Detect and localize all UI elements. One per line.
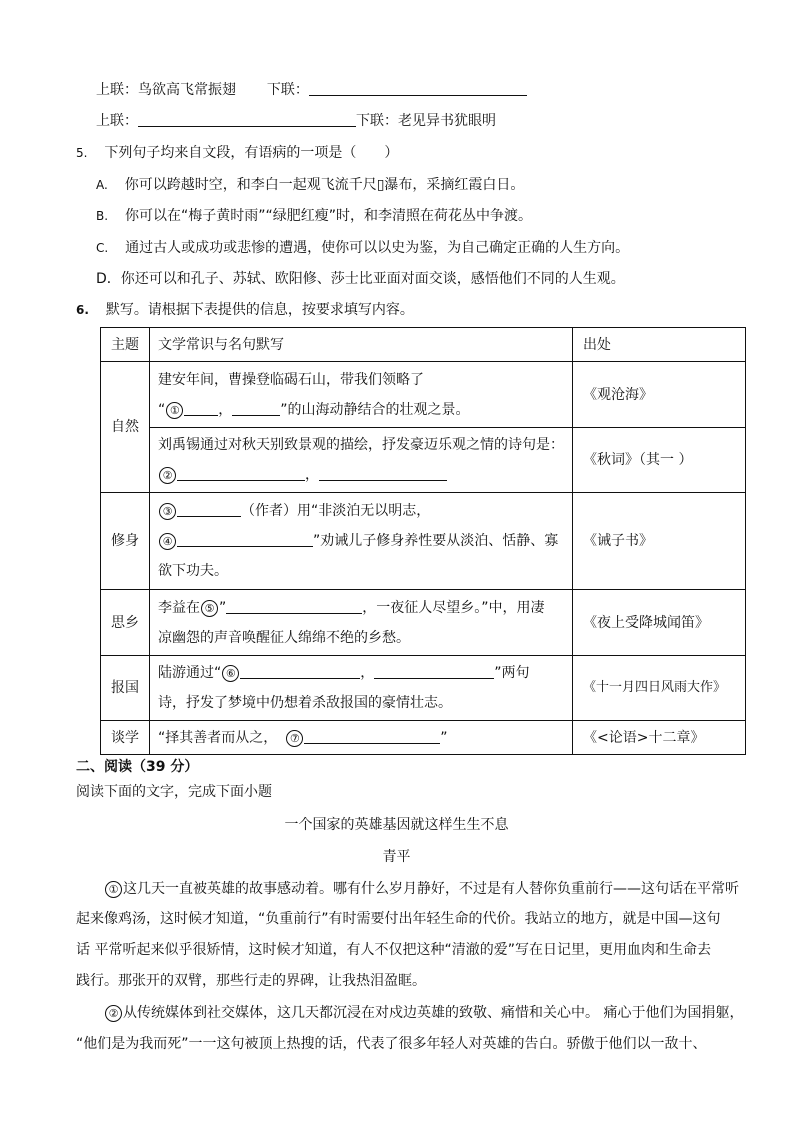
- content-line: [158, 593, 564, 623]
- q5-option-a[interactable]: [96, 175, 524, 195]
- paragraph-text: 这几天一直被英雄的故事感动着。哪有什么岁月静好，不过是有人替你负重前行——这句话在平常听: [123, 881, 739, 897]
- article-author: 青平: [382, 849, 411, 865]
- section-heading: 二、阅读（39 分）: [76, 759, 199, 775]
- topic-learning: 谈学: [101, 721, 150, 755]
- paragraph-1-line-4: 践行。那张开的双臂，那些行走的界碑，让我热泪盈眶。: [76, 973, 426, 989]
- source-cell: 《十一月四日风雨大作》: [573, 656, 746, 721]
- option-letter: C.: [96, 241, 109, 255]
- blank-number-7: ⑦: [286, 730, 303, 747]
- blank-number-2: ②: [159, 467, 176, 484]
- q5-stem-text: 下列句子均来自文段，有语病的一项是（ ）: [104, 145, 399, 161]
- q5-number: 5.: [76, 146, 88, 160]
- content-cell: [150, 362, 573, 428]
- source-cell: 《夜上受降城闻笛》: [573, 590, 746, 656]
- paragraph-1-line-3: 话 平常听起来似乎很矫情，这时候才知道，有人不仅把这种“清澈的爱”写在日记里，更用血肉和生命去: [76, 942, 711, 958]
- content-cell: [150, 493, 573, 590]
- paragraph-1-line-2: 起来像鸡汤，这时候才知道，“负重前行”有时需要付出年轻生命的代价。我站立的地方，就是中国—这句: [76, 911, 721, 927]
- content-head: “择其善者而从之，: [158, 729, 278, 746]
- couplet-line-2: [96, 111, 496, 131]
- content-line: 诗，抒发了梦境中仍想着杀敌报国的豪情壮志。: [158, 695, 452, 711]
- content-line: [158, 496, 564, 526]
- table-header-row: [101, 328, 746, 362]
- content-cell: [150, 428, 573, 493]
- paragraph-number-1: ①: [105, 881, 122, 898]
- paragraph-2-line-2: “他们是为我而死”一一这句被顶上热搜的话，代表了很多年轻人对英雄的告白。骄傲于他们以一敌十、: [76, 1036, 707, 1052]
- table-row: [101, 721, 746, 755]
- content-head: 李益在: [158, 599, 200, 616]
- topic-nature: 自然: [101, 362, 150, 493]
- option-text: 你还可以和孔子、苏轼、欧阳修、莎士比亚面对面交谈，感悟他们不同的人生观。: [120, 271, 625, 287]
- q6-stem: [76, 300, 414, 320]
- couplet-down-label-1: 下联：: [266, 82, 309, 98]
- couplet-up-1: 上联：鸟欲高飞常振翅: [96, 82, 236, 98]
- topic-patriotism: 报国: [101, 656, 150, 721]
- content-tail: ”两句: [494, 665, 530, 681]
- comma: ，: [218, 401, 233, 418]
- blank-number-5: ⑤: [201, 600, 218, 617]
- content-tail: （作者）用“非淡泊无以明志，: [241, 503, 431, 519]
- option-text: 通过古人或成功或悲惨的遭遇，使你可以以史为鉴，为自己确定正确的人生方向。: [125, 240, 630, 256]
- content-line: 欲下功夫。: [158, 563, 228, 579]
- table-row: [101, 362, 746, 428]
- comma: ，: [360, 665, 375, 681]
- q5-option-c[interactable]: [96, 238, 629, 258]
- header-content: 文学常识与名句默写: [150, 328, 573, 362]
- content-tail: ”的山海动静结合的壮观之景。: [280, 401, 470, 418]
- answer-blank-6b[interactable]: [374, 663, 494, 679]
- content-cell: [150, 721, 573, 755]
- q5-option-d[interactable]: [96, 269, 625, 289]
- content-tail: ，一夜征人尽望乡。”中，用凄: [362, 599, 545, 616]
- quote-mark: ”: [440, 729, 448, 746]
- content-line: [158, 658, 564, 688]
- paragraph-number-2: ②: [105, 1005, 122, 1022]
- paragraph-text: 从传统媒体到社交媒体，这几天都沉浸在对戍边英雄的致敬、痛惜和关心中。 痛心于他们为国捐躯，: [123, 1005, 744, 1021]
- option-text: 你可以跨越时空，和李白一起观飞流千尺▯瀑布，采摘红霞白日。: [124, 177, 525, 193]
- option-letter: B.: [96, 209, 109, 223]
- answer-blank-5[interactable]: [226, 598, 362, 614]
- content-cell: [150, 656, 573, 721]
- answer-blank-7[interactable]: [304, 728, 440, 744]
- q5-stem: [76, 143, 398, 163]
- content-head: 陆游通过“: [158, 665, 222, 681]
- content-line: 凉幽怨的声音唤醒征人绵绵不绝的乡愁。: [158, 629, 410, 646]
- q5-option-b[interactable]: [96, 206, 532, 226]
- content-line: [158, 395, 564, 425]
- header-source: 出处: [573, 328, 746, 362]
- couplet-line-1: [96, 80, 527, 100]
- table-row: [101, 428, 746, 493]
- paragraph-2-line-1: [104, 1003, 743, 1023]
- q6-stem-text: 默写。请根据下表提供的信息，按要求填写内容。: [105, 302, 414, 318]
- table-row: [101, 656, 746, 721]
- content-line: [158, 460, 564, 490]
- answer-blank-4[interactable]: [177, 531, 313, 547]
- option-text: 你可以在“梅子黄时雨”“绿肥红瘦”时，和李清照在荷花丛中争渡。: [124, 208, 532, 224]
- blank-number-6: ⑥: [222, 665, 239, 682]
- paragraph-1-line-1: [104, 879, 739, 899]
- source-cell: 《<论语>十二章》: [573, 721, 746, 755]
- couplet-answer-blank-2[interactable]: [138, 111, 356, 127]
- couplet-answer-blank-1[interactable]: [309, 80, 527, 96]
- section-instruction: 阅读下面的文字，完成下面小题: [76, 784, 272, 800]
- content-line: [158, 526, 564, 556]
- dictation-table: [100, 327, 746, 755]
- content-cell: [150, 590, 573, 656]
- source-cell: 《诫子书》: [573, 493, 746, 590]
- answer-blank-3[interactable]: [177, 501, 241, 517]
- blank-number-1: ①: [166, 402, 183, 419]
- quote-mark: ”: [219, 599, 227, 616]
- content-line: 刘禹锡通过对秋天别致景观的描绘，抒发豪迈乐观之情的诗句是：: [158, 437, 564, 453]
- quote-mark: “: [158, 401, 166, 418]
- content-tail: ”劝诫儿子修身养性要从淡泊、恬静、寡: [313, 533, 559, 549]
- article-title: 一个国家的英雄基因就这样生生不息: [284, 817, 509, 833]
- option-letter: D．: [96, 271, 121, 287]
- answer-blank-6a[interactable]: [240, 663, 360, 679]
- couplet-down-2: 下联：老见异书犹眼明: [356, 113, 496, 129]
- topic-self-cultivation: 修身: [101, 493, 150, 590]
- option-letter: A.: [96, 178, 108, 192]
- header-topic: 主题: [101, 328, 150, 362]
- content-line: [158, 723, 564, 753]
- content-line: 建安年间，曹操登临碣石山，带我们领略了: [158, 371, 424, 388]
- answer-blank-1a[interactable]: [184, 400, 218, 416]
- answer-blank-2a[interactable]: [177, 465, 305, 481]
- table-row: [101, 493, 746, 590]
- couplet-up-label-2: 上联：: [96, 113, 138, 129]
- q6-number: 6.: [76, 303, 89, 317]
- blank-number-4: ④: [159, 533, 176, 550]
- topic-homesickness: 思乡: [101, 590, 150, 656]
- source-cell: 《秋词》（其一 ）: [573, 428, 746, 493]
- source-cell: 《观沧海》: [573, 362, 746, 428]
- answer-blank-1b[interactable]: [232, 400, 280, 416]
- table-row: [101, 590, 746, 656]
- comma: ，: [305, 467, 319, 483]
- answer-blank-2b[interactable]: [319, 465, 447, 481]
- blank-number-3: ③: [159, 503, 176, 520]
